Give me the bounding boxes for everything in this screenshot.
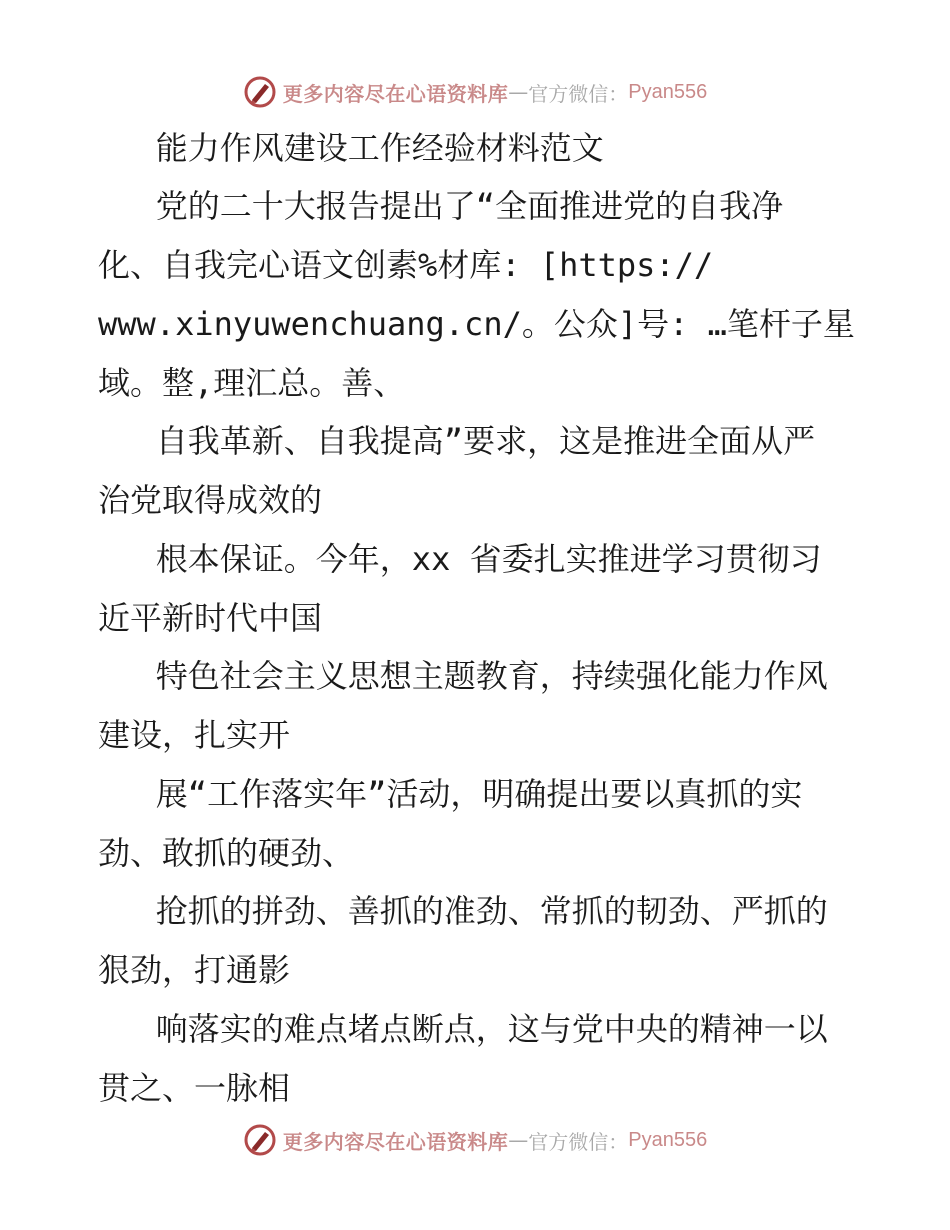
text-line: 贯之、一脉相 — [98, 1069, 291, 1107]
text-line: 抢抓的拼劲、善抓的准劲、常抓的韧劲、严抓的 — [98, 892, 828, 930]
text-line: 响落实的难点堵点断点，这与党中央的精神一以 — [98, 1010, 828, 1048]
text-line: 根本保证。今年，xx 省委扎实推进学习贯彻习 — [98, 540, 822, 578]
document-title: 能力作风建设工作经验材料范文 — [98, 129, 604, 167]
banner-main-text: 更多内容尽在心语资料库 — [282, 1129, 509, 1154]
banner-wechat-label: 官方微信： — [528, 1129, 629, 1154]
header-banner[interactable] — [0, 72, 950, 112]
text-line: 域。整,理汇总。善、 — [98, 364, 406, 402]
banner-separator: — — [508, 1128, 529, 1152]
footer-banner[interactable] — [0, 1120, 950, 1160]
text-line: 自我革新、自我提高”要求，这是推进全面从严 — [98, 422, 816, 460]
text-line: 狠劲，打通影 — [98, 951, 291, 989]
text-line: 特色社会主义思想主题教育，持续强化能力作风 — [98, 657, 828, 695]
banner-wechat-label: 官方微信： — [528, 81, 629, 106]
banner-main-text: 更多内容尽在心语资料库 — [282, 81, 509, 106]
text-line: 展“工作落实年”活动，明确提出要以真抓的实 — [98, 775, 803, 813]
text-line: 党的二十大报告提出了“全面推进党的自我净 — [98, 187, 784, 225]
text-line: 近平新时代中国 — [98, 599, 323, 637]
text-line: 劲、敢抓的硬劲、 — [98, 834, 355, 872]
text-line: 化、自我完心语文创素%材库: [https:// — [98, 246, 714, 284]
text-line: 治党取得成效的 — [98, 481, 323, 519]
text-line: 建设，扎实开 — [98, 716, 291, 754]
banner-wechat-id: Pyan556 — [628, 80, 708, 103]
banner-separator: — — [508, 80, 529, 104]
pen-in-circle-logo-icon — [243, 1123, 277, 1157]
text-line: www.xinyuwenchuang.cn/。公众]号: …笔杆子星 — [98, 305, 855, 343]
pen-in-circle-logo-icon — [243, 75, 277, 109]
banner-wechat-id: Pyan556 — [628, 1128, 708, 1151]
